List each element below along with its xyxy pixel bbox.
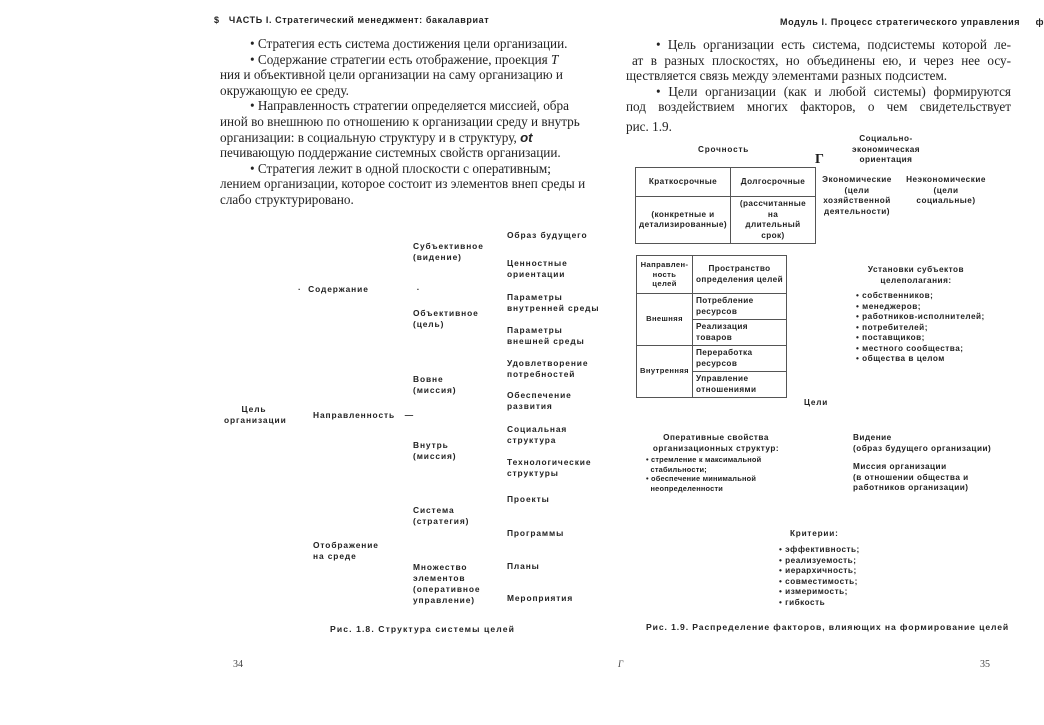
list-item: • работников-исполнителей; [856,312,985,323]
leaf-node: Образ будущего [507,230,588,240]
node-outward: Вовне (миссия) [413,374,457,395]
paragraph: под воздействием многих факторов, о чем свидетельствует [626,99,1011,115]
node-direction: Направленность — [313,410,415,420]
paragraph: печивающую поддержание системных свойств организации. [220,145,561,161]
urgency-title: Срочность [698,145,750,154]
leaf-node: Социальная структура [507,424,568,445]
list-item: • стремление к максимальной стабильности; [646,455,761,474]
non-economic-goals: Неэкономические (цели социальные) [906,175,986,205]
figure-caption: Рис. 1.8. Структура системы целей [330,624,515,634]
paragraph: • Содержание стратегии есть отображение, проекция T [250,51,559,67]
node-inward: Внутрь (миссия) [413,440,457,461]
space-item: Потребление ресурсов [693,294,787,320]
paragraph: • Стратегия лежит в одной плоскости с оперативным; лением организации, которое состоит из элементов внеп среды и слабо структурировано. [220,160,586,207]
space-item: Реализация товаров [693,320,787,346]
paragraph: рис. 1.9. [626,118,672,134]
leaf-node: Параметры внешней среды [507,325,585,346]
criteria-title: Критерии: [790,529,839,538]
direction-table [636,255,787,398]
operative-list [646,455,761,493]
left-header-title: ЧАСТЬ I. Стратегический менеджмент: бакалавриат [228,15,490,25]
left-running-header [214,15,489,25]
mission-block: Миссия организации (в отношении общества и работников организации) [853,462,969,492]
list-item: • гибкость [779,598,860,609]
criteria-list [779,545,860,608]
paragraph: • Цели организации (как и любой системы) формируются [656,83,1011,99]
leaf-node: Параметры внутренней среды [507,292,600,313]
leaf-node: Ценностные ориентации [507,258,568,279]
stakeholders-list [856,291,985,365]
socio-economic-title: Социально-экономическая ориентация [851,134,921,164]
list-item: • реализуемость; [779,556,860,567]
list-item: • общества в целом [856,354,985,365]
list-item: • эффективность; [779,545,860,556]
stakeholders-title: Установки субъектов целеполагания: [867,265,965,285]
direction-header: Направлен- ность целей [637,256,693,294]
paragraph: • Направленность стратегии определяется миссией, обра иной во внешнюю по отношению к организации среду и внутрь организации: в социальную структуру и в структуру, ot [220,98,580,145]
root-node: Цель организации [224,404,287,425]
leaf-node: Мероприятия [507,593,574,603]
header-mark: ф [1035,17,1044,27]
list-item: • иерархичность; [779,566,860,577]
space-item: Переработка ресурсов [693,346,787,372]
economic-goals: Экономические (цели хозяйственной деятельности) [822,175,892,216]
center-goals: Цели [804,398,829,407]
node-elements: Множество элементов (оперативное управление) [413,562,481,605]
cell-long-term: Долгосрочные [731,168,816,197]
right-body-text [626,37,1011,135]
paragraph: ния и объективной цели организации на саму организацию и окружающую ее среду. [220,67,563,98]
paragraph: ществляется связь между элементами разных подсистем. [626,68,948,84]
leaf-node: Планы [507,561,540,571]
section-mark: $ [214,15,220,25]
page-number: 35 [980,659,990,670]
list-item: • совместимость; [779,577,860,588]
leaf-node: Программы [507,528,565,538]
node-display: Отображение на среде [313,540,379,561]
node-system: Система (стратегия) [413,505,470,526]
internal-group: Внутренняя [637,346,693,398]
gutter-mark: Г [618,659,624,669]
leaf-node: Технологические структуры [507,457,592,478]
list-item: • местного сообщества; [856,344,985,355]
right-running-header [780,17,1044,27]
right-header-title: Модуль I. Процесс стратегического управления [780,17,1021,27]
paragraph: • Цель организации есть система, подсистемы которой ле- [656,37,1011,52]
operative-title: Оперативные свойства организационных структур: [652,433,780,453]
stray-glyph: Г [815,152,824,167]
page-number: 34 [233,659,243,670]
vision-block: Видение (образ будущего организации) [853,433,992,453]
left-body-text [220,36,590,208]
paragraph: ат в разных плоскостях, но объединены ею, и через нее осу- [632,52,1011,68]
cell-long-term-detail: (рассчитанные на длительный срок) [731,197,816,244]
node-objective: Объективное (цель) [413,308,479,329]
leaf-node: Обеспечение развития [507,390,572,411]
cell-short-term-detail: (конкретные и детализированные) [636,197,731,244]
external-group: Внешняя [637,294,693,346]
list-item: • поставщиков; [856,333,985,344]
paragraph: • Стратегия есть система достижения цели организации. [250,36,568,51]
space-item: Управление отношениями [693,372,787,398]
leaf-node: Удовлетворение потребностей [507,358,589,379]
node-content: · Содержание · [298,284,421,294]
list-item: • измеримость; [779,587,860,598]
list-item: • собственников; [856,291,985,302]
list-item: • обеспечение минимальной неопределенности [646,474,761,493]
list-item: • потребителей; [856,323,985,334]
list-item: • менеджеров; [856,302,985,313]
space-header: Пространство определения целей [693,256,787,294]
urgency-table [635,167,816,244]
node-subjective: Субъективное (видение) [413,241,484,262]
leaf-node: Проекты [507,494,550,504]
cell-short-term: Краткосрочные [636,168,731,197]
figure-caption: Рис. 1.9. Распределение факторов, влияющих на формирование целей [646,622,1010,632]
